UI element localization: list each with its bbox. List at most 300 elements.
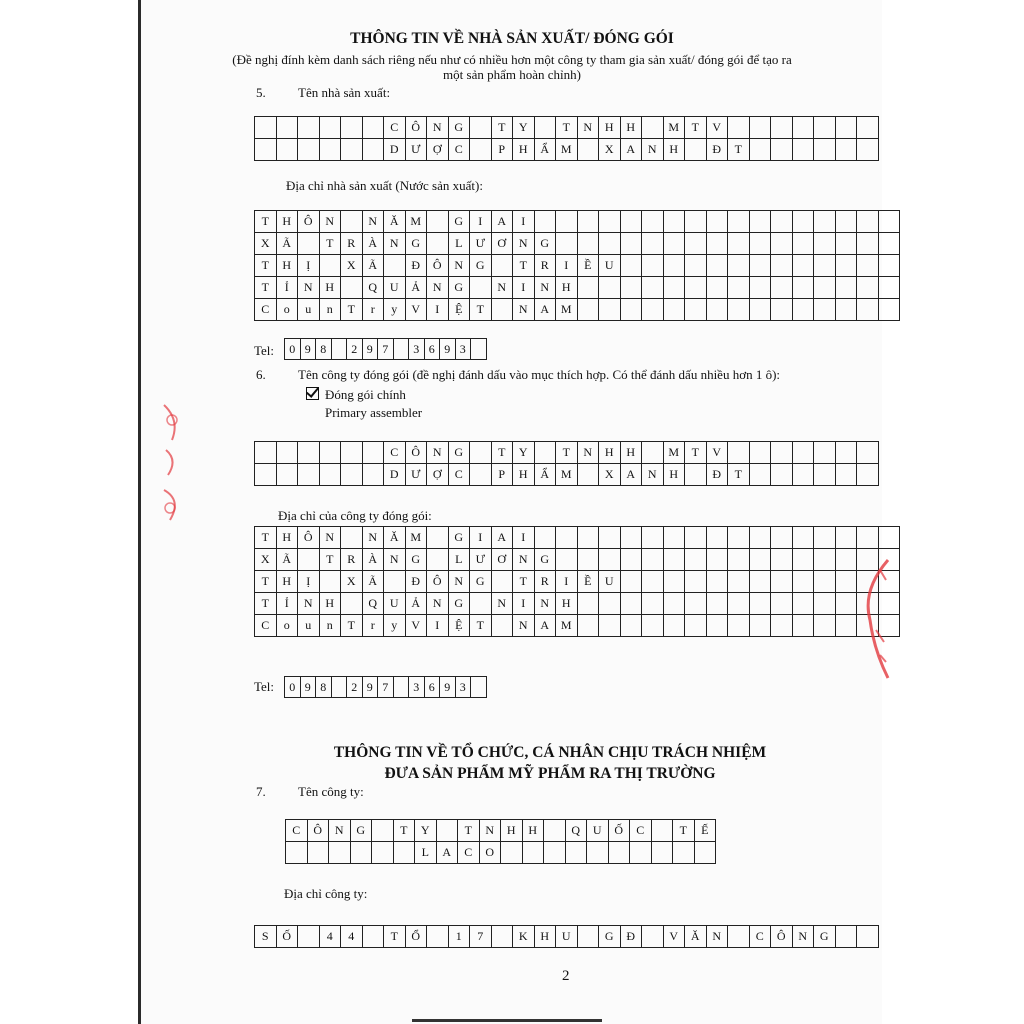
grid-cell (878, 277, 900, 299)
grid-cell: 7 (378, 677, 394, 698)
grid-cell: Y (415, 820, 437, 842)
grid-cell: N (362, 211, 384, 233)
grid-cell: T (255, 277, 277, 299)
grid-cell (620, 549, 642, 571)
grid-cell: N (427, 593, 449, 615)
grid-cell: T (673, 820, 695, 842)
grid-cell: X (255, 549, 277, 571)
grid-cell: P (491, 139, 513, 161)
grid-cell (835, 442, 857, 464)
grid-cell: R (341, 233, 363, 255)
grid-cell: N (491, 593, 513, 615)
grid-cell (534, 442, 556, 464)
packer-address-grid (254, 526, 900, 637)
grid-row (255, 527, 900, 549)
grid-cell: H (556, 593, 578, 615)
grid-cell: H (513, 139, 535, 161)
grid-cell (276, 442, 298, 464)
grid-cell (878, 299, 900, 321)
grid-cell (685, 593, 707, 615)
grid-cell (491, 571, 513, 593)
grid-cell: M (556, 464, 578, 486)
grid-cell (255, 139, 277, 161)
grid-cell (491, 255, 513, 277)
grid-cell: X (599, 464, 621, 486)
grid-cell (329, 842, 351, 864)
grid-cell (685, 277, 707, 299)
grid-cell (620, 277, 642, 299)
grid-cell: Ơ (491, 549, 513, 571)
grid-cell (276, 139, 298, 161)
grid-cell: Đ (405, 255, 427, 277)
grid-cell: Đ (620, 926, 642, 948)
grid-cell: U (599, 571, 621, 593)
grid-cell (427, 211, 449, 233)
grid-cell (491, 299, 513, 321)
grid-cell (427, 926, 449, 948)
grid-cell (642, 442, 664, 464)
grid-cell (792, 593, 814, 615)
grid-cell (835, 299, 857, 321)
grid-cell: Ề (577, 571, 599, 593)
grid-cell (706, 527, 728, 549)
grid-cell (276, 464, 298, 486)
grid-row (255, 549, 900, 571)
item7-number: 7. (256, 784, 266, 799)
grid-cell (706, 233, 728, 255)
grid-cell: Q (362, 277, 384, 299)
grid-cell (491, 615, 513, 637)
grid-cell: Ô (307, 820, 329, 842)
grid-cell (522, 842, 544, 864)
grid-cell: I (470, 527, 492, 549)
grid-cell (728, 549, 750, 571)
grid-cell (255, 464, 277, 486)
grid-cell: N (319, 527, 341, 549)
primary-assembler-label-en: Primary assembler (325, 405, 423, 420)
grid-cell: H (663, 464, 685, 486)
grid-cell (685, 255, 707, 277)
grid-cell: N (706, 926, 728, 948)
grid-cell (491, 926, 513, 948)
grid-cell (630, 842, 652, 864)
grid-cell: Ố (608, 820, 630, 842)
grid-cell: V (405, 615, 427, 637)
grid-cell (857, 926, 879, 948)
grid-cell: G (448, 117, 470, 139)
grid-cell (577, 926, 599, 948)
grid-cell: G (448, 277, 470, 299)
grid-cell: T (556, 442, 578, 464)
grid-cell: Q (565, 820, 587, 842)
grid-cell: À (362, 549, 384, 571)
grid-cell: Ư (405, 139, 427, 161)
grid-cell: n (319, 299, 341, 321)
grid-cell: r (362, 615, 384, 637)
grid-cell: G (405, 549, 427, 571)
grid-cell: H (534, 926, 556, 948)
manufacturer-address-grid (254, 210, 900, 321)
grid-cell: G (448, 527, 470, 549)
item6-address-label: Địa chỉ của công ty đóng gói: (278, 508, 432, 523)
grid-cell: N (427, 117, 449, 139)
grid-cell: X (255, 233, 277, 255)
grid-cell: N (642, 139, 664, 161)
grid-cell (835, 277, 857, 299)
grid-cell: L (415, 842, 437, 864)
grid-cell: 3 (455, 677, 471, 698)
grid-cell: C (255, 615, 277, 637)
grid-cell (857, 527, 879, 549)
grid-cell: 3 (409, 677, 425, 698)
grid-cell: T (491, 117, 513, 139)
grid-cell (470, 117, 492, 139)
grid-cell (857, 255, 879, 277)
grid-cell: À (362, 233, 384, 255)
grid-cell (728, 442, 750, 464)
grid-cell: 9 (362, 677, 378, 698)
grid-cell (298, 549, 320, 571)
grid-cell (685, 233, 707, 255)
grid-cell: N (577, 117, 599, 139)
grid-cell (577, 233, 599, 255)
grid-cell: y (384, 299, 406, 321)
grid-cell (534, 117, 556, 139)
grid-cell: 4 (319, 926, 341, 948)
grid-cell (427, 527, 449, 549)
grid-cell: 9 (300, 339, 316, 360)
section2-title-line2: ĐƯA SẢN PHẨM MỸ PHẨM RA THỊ TRƯỜNG (384, 765, 716, 782)
section1-note-line2: một sản phẩm hoàn chỉnh) (443, 67, 581, 82)
grid-cell (749, 571, 771, 593)
grid-cell (319, 139, 341, 161)
grid-cell: 3 (409, 339, 425, 360)
grid-cell (534, 211, 556, 233)
grid-cell (749, 549, 771, 571)
grid-cell: I (513, 593, 535, 615)
grid-cell: Ô (427, 571, 449, 593)
grid-cell: C (384, 117, 406, 139)
grid-cell: Ă (384, 211, 406, 233)
grid-cell (749, 255, 771, 277)
grid-cell (642, 926, 664, 948)
grid-cell: H (599, 117, 621, 139)
red-stamp-left (158, 400, 188, 525)
grid-cell (685, 615, 707, 637)
grid-cell (792, 549, 814, 571)
grid-cell (771, 299, 793, 321)
grid-cell: H (319, 277, 341, 299)
grid-cell (878, 255, 900, 277)
grid-cell: A (491, 211, 513, 233)
grid-cell: K (513, 926, 535, 948)
grid-cell (814, 255, 836, 277)
grid-cell: T (319, 233, 341, 255)
grid-cell (835, 255, 857, 277)
grid-cell (728, 255, 750, 277)
grid-cell (577, 527, 599, 549)
grid-cell (470, 593, 492, 615)
grid-cell (663, 615, 685, 637)
grid-cell (706, 277, 728, 299)
grid-cell: T (728, 139, 750, 161)
grid-cell: Ã (362, 255, 384, 277)
grid-cell: G (448, 593, 470, 615)
grid-cell (577, 464, 599, 486)
grid-cell: N (427, 277, 449, 299)
grid-cell: C (458, 842, 480, 864)
grid-cell (694, 842, 716, 864)
grid-cell: Q (362, 593, 384, 615)
grid-cell: Y (513, 117, 535, 139)
grid-cell: L (448, 549, 470, 571)
grid-cell: Ơ (491, 233, 513, 255)
grid-cell (771, 117, 793, 139)
grid-cell: N (298, 277, 320, 299)
grid-cell (577, 299, 599, 321)
grid-cell: 0 (285, 339, 301, 360)
grid-cell: Ị (298, 571, 320, 593)
grid-cell: Đ (706, 139, 728, 161)
grid-cell (642, 117, 664, 139)
grid-cell (792, 277, 814, 299)
grid-row (255, 255, 900, 277)
grid-cell (663, 299, 685, 321)
grid-cell: Ả (405, 593, 427, 615)
grid-cell (814, 549, 836, 571)
grid-cell: u (298, 299, 320, 321)
grid-cell: I (513, 211, 535, 233)
grid-cell: Ả (405, 277, 427, 299)
grid-cell (470, 464, 492, 486)
grid-cell (393, 842, 415, 864)
grid-cell (771, 527, 793, 549)
grid-cell (878, 211, 900, 233)
grid-cell (749, 615, 771, 637)
grid-cell (642, 277, 664, 299)
grid-cell (298, 464, 320, 486)
grid-row (255, 593, 900, 615)
grid-cell (728, 926, 750, 948)
grid-cell (599, 549, 621, 571)
grid-cell (771, 277, 793, 299)
grid-cell (728, 117, 750, 139)
grid-cell (728, 571, 750, 593)
grid-cell (319, 117, 341, 139)
grid-cell (341, 527, 363, 549)
grid-cell: r (362, 299, 384, 321)
grid-cell (673, 842, 695, 864)
grid-cell: U (384, 593, 406, 615)
grid-cell: Đ (405, 571, 427, 593)
grid-cell: Ô (298, 211, 320, 233)
grid-cell (728, 615, 750, 637)
grid-cell (307, 842, 329, 864)
grid-cell (255, 442, 277, 464)
grid-cell (599, 233, 621, 255)
grid-cell (706, 593, 728, 615)
grid-cell: Ổ (405, 926, 427, 948)
grid-cell: N (513, 299, 535, 321)
grid-cell (706, 299, 728, 321)
grid-cell (814, 442, 836, 464)
grid-cell (771, 571, 793, 593)
grid-cell (857, 233, 879, 255)
grid-cell (470, 139, 492, 161)
grid-cell: I (427, 299, 449, 321)
grid-cell (878, 233, 900, 255)
grid-cell: y (384, 615, 406, 637)
grid-cell (706, 571, 728, 593)
item5-address-label: Địa chỉ nhà sản xuất (Nước sản xuất): (286, 178, 483, 193)
grid-cell: U (384, 277, 406, 299)
grid-cell: C (448, 464, 470, 486)
grid-cell (663, 211, 685, 233)
grid-cell: H (501, 820, 523, 842)
grid-cell: H (620, 442, 642, 464)
grid-cell: C (384, 442, 406, 464)
grid-cell (427, 233, 449, 255)
grid-cell (298, 926, 320, 948)
grid-cell: T (685, 117, 707, 139)
grid-cell (685, 571, 707, 593)
grid-cell: C (286, 820, 308, 842)
item6-label: Tên công ty đóng gói (đề nghị đánh dấu vào mục thích hợp. Có thể đánh dấu nhiều hơn 1 ô): (298, 367, 781, 382)
grid-cell (384, 255, 406, 277)
grid-cell: I (513, 527, 535, 549)
grid-cell (620, 299, 642, 321)
grid-cell: M (556, 299, 578, 321)
grid-cell: A (534, 615, 556, 637)
grid-cell (599, 299, 621, 321)
primary-assembler-option[interactable] (306, 387, 406, 403)
grid-cell (620, 571, 642, 593)
grid-row (255, 464, 879, 486)
grid-cell (857, 277, 879, 299)
grid-cell (620, 233, 642, 255)
manufacturer-name-grid (254, 116, 879, 161)
grid-cell (577, 615, 599, 637)
grid-cell: U (599, 255, 621, 277)
grid-row (255, 139, 879, 161)
grid-cell: 0 (285, 677, 301, 698)
grid-cell (384, 571, 406, 593)
grid-cell: 1 (448, 926, 470, 948)
grid-cell: N (479, 820, 501, 842)
grid-cell (749, 277, 771, 299)
grid-cell: V (706, 442, 728, 464)
grid-cell (642, 299, 664, 321)
grid-cell (814, 527, 836, 549)
grid-cell: D (384, 464, 406, 486)
grid-cell (276, 117, 298, 139)
grid-cell (728, 299, 750, 321)
grid-cell: T (470, 299, 492, 321)
grid-cell (556, 211, 578, 233)
grid-cell: 6 (424, 677, 440, 698)
grid-cell (577, 549, 599, 571)
grid-cell: T (513, 571, 535, 593)
grid-cell (835, 117, 857, 139)
grid-cell (599, 593, 621, 615)
grid-cell (814, 211, 836, 233)
grid-cell: Ư (405, 464, 427, 486)
grid-cell: T (255, 593, 277, 615)
grid-cell: R (534, 255, 556, 277)
grid-cell: Ỉ (276, 277, 298, 299)
grid-cell (436, 820, 458, 842)
grid-cell: P (491, 464, 513, 486)
grid-cell: H (599, 442, 621, 464)
grid-cell: G (599, 926, 621, 948)
grid-cell: T (470, 615, 492, 637)
grid-cell: 8 (316, 677, 332, 698)
grid-cell (749, 299, 771, 321)
grid-cell: T (728, 464, 750, 486)
grid-cell: 9 (362, 339, 378, 360)
grid-cell (620, 255, 642, 277)
item6-tel-label: Tel: (254, 679, 275, 694)
grid-cell (341, 277, 363, 299)
grid-cell: A (534, 299, 556, 321)
grid-cell (814, 571, 836, 593)
grid-cell: O (479, 842, 501, 864)
grid-cell: D (384, 139, 406, 161)
grid-cell: Ô (405, 442, 427, 464)
grid-cell: Ă (384, 527, 406, 549)
grid-cell (771, 139, 793, 161)
grid-cell (319, 464, 341, 486)
grid-cell (728, 527, 750, 549)
grid-cell: H (276, 255, 298, 277)
grid-cell: H (276, 211, 298, 233)
checkbox-checked-icon[interactable] (306, 387, 319, 400)
grid-cell: Ế (694, 820, 716, 842)
grid-cell: N (448, 571, 470, 593)
grid-cell (556, 233, 578, 255)
grid-cell: Ă (685, 926, 707, 948)
grid-cell: G (448, 442, 470, 464)
grid-cell: M (556, 615, 578, 637)
manufacturer-tel-grid (284, 338, 487, 360)
grid-cell (642, 211, 664, 233)
page-edge (138, 0, 141, 1024)
grid-cell: 6 (424, 339, 440, 360)
grid-cell (728, 233, 750, 255)
grid-cell (642, 549, 664, 571)
grid-cell: o (276, 299, 298, 321)
grid-cell: T (491, 442, 513, 464)
grid-cell (393, 339, 409, 360)
grid-cell (771, 211, 793, 233)
grid-cell: T (319, 549, 341, 571)
grid-cell: 2 (347, 677, 363, 698)
grid-cell: N (513, 233, 535, 255)
grid-cell (577, 277, 599, 299)
grid-cell: M (405, 527, 427, 549)
grid-cell (642, 571, 664, 593)
grid-cell: N (384, 233, 406, 255)
grid-cell (792, 117, 814, 139)
grid-cell (362, 926, 384, 948)
grid-cell (814, 615, 836, 637)
grid-cell (319, 571, 341, 593)
grid-cell (663, 277, 685, 299)
grid-cell (728, 593, 750, 615)
grid-cell (857, 211, 879, 233)
grid-cell (792, 139, 814, 161)
grid-cell (749, 442, 771, 464)
